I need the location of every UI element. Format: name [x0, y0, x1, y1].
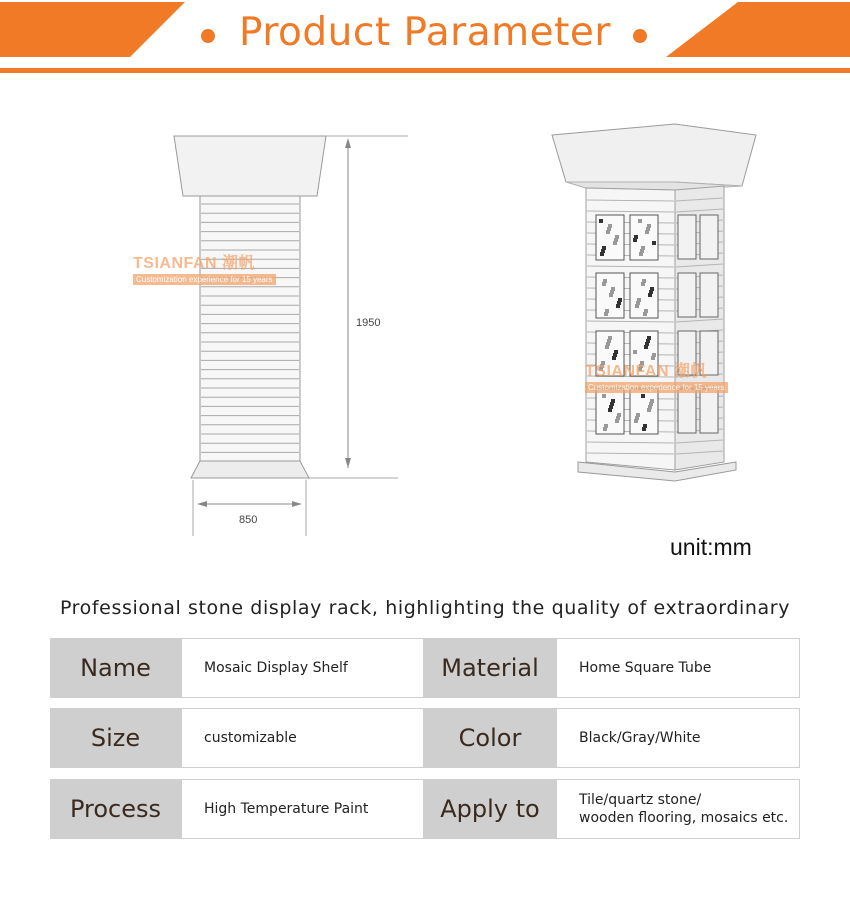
mosaic-chip	[647, 224, 651, 228]
mosaic-chip	[638, 219, 642, 223]
product-description: Professional stone display rack, highlighting the quality of extraordinary	[59, 597, 791, 619]
mosaic-tile	[700, 273, 718, 317]
mosaic-chip	[641, 394, 645, 398]
watermark-left: TSIANFAN 潮帆 Customization experience for 15 years	[133, 250, 276, 285]
elevation-body	[200, 196, 300, 461]
param-value: Black/Gray/White	[556, 708, 800, 768]
param-label: Material	[424, 638, 556, 698]
mosaic-chip	[644, 309, 648, 313]
mosaic-chip	[602, 246, 606, 250]
param-row-size	[50, 708, 800, 768]
mosaic-chip	[608, 224, 612, 228]
header-underline	[0, 68, 850, 73]
mosaic-tile	[678, 273, 696, 317]
mosaic-chip	[618, 298, 622, 302]
perspective-drawing	[552, 124, 756, 481]
mosaic-chip	[652, 353, 656, 357]
mosaic-chip	[599, 219, 603, 223]
product-drawings	[0, 90, 850, 560]
mosaic-tile	[678, 389, 696, 433]
mosaic-chip	[603, 279, 607, 283]
mosaic-chip	[604, 424, 608, 428]
param-label: Name	[50, 638, 181, 698]
mosaic-chip	[641, 246, 645, 250]
mosaic-chip	[647, 336, 651, 340]
mosaic-chip	[650, 399, 654, 403]
mosaic-chip	[650, 287, 654, 291]
mosaic-chip	[611, 399, 615, 403]
mosaic-tile	[678, 331, 696, 375]
mosaic-chip	[605, 309, 609, 313]
mosaic-chip	[608, 336, 612, 340]
param-label: Process	[50, 779, 181, 839]
mosaic-chip	[633, 350, 637, 354]
mosaic-chip	[634, 235, 638, 239]
mosaic-tile	[700, 331, 718, 375]
param-value: Tile/quartz stone/ wooden flooring, mosaics etc.	[556, 779, 800, 839]
mosaic-chip	[636, 413, 640, 417]
dim-width-label: 850	[239, 514, 258, 526]
mosaic-chip	[640, 361, 644, 365]
mosaic-chip	[617, 413, 621, 417]
mosaic-chip	[652, 241, 656, 245]
param-value: Home Square Tube	[556, 638, 800, 698]
mosaic-chip	[637, 298, 641, 302]
dim-height-label: 1950	[356, 317, 381, 329]
watermark-right: TSIANFAN 潮帆 Customization experience for 15 years	[585, 358, 728, 393]
param-label: Size	[50, 708, 181, 768]
param-row-process	[50, 779, 800, 839]
elevation-base	[191, 461, 309, 478]
elevation-drawing	[174, 136, 408, 536]
mosaic-chip	[611, 287, 615, 291]
mosaic-tile	[700, 389, 718, 433]
param-value: High Temperature Paint	[181, 779, 424, 839]
drawing-canvas	[0, 90, 850, 560]
page-title: Product Parameter	[239, 10, 611, 55]
mosaic-chip	[615, 235, 619, 239]
unit-label: unit:mm	[670, 534, 752, 560]
mosaic-tile	[678, 215, 696, 259]
header-banner	[0, 0, 850, 78]
param-label: Apply to	[424, 779, 556, 839]
elevation-cap	[174, 136, 326, 196]
bullet-dot-right	[633, 29, 647, 43]
param-value: customizable	[181, 708, 424, 768]
mosaic-chip	[614, 350, 618, 354]
mosaic-chip	[642, 279, 646, 283]
mosaic-chip	[643, 424, 647, 428]
perspective-cap	[552, 124, 756, 186]
mosaic-chip	[602, 394, 606, 398]
mosaic-tile	[700, 215, 718, 259]
param-label: Color	[424, 708, 556, 768]
param-row-name	[50, 638, 800, 698]
mosaic-chip	[601, 361, 605, 365]
param-value: Mosaic Display Shelf	[181, 638, 424, 698]
